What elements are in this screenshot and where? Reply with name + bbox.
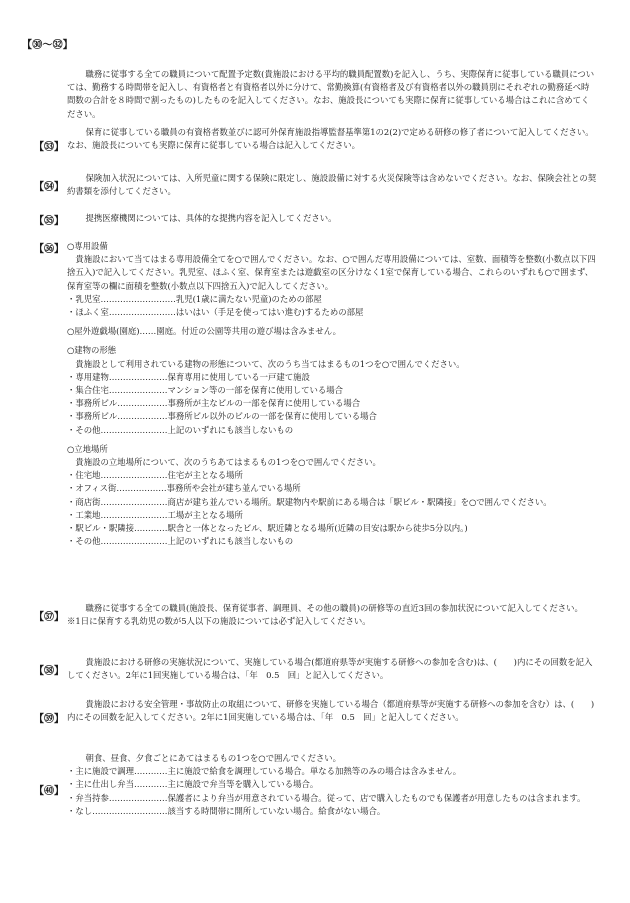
item-value: 工場が主となる場所 bbox=[167, 509, 243, 520]
outdoor-playground-note: ○屋外遊戯場(園庭)……園庭。付近の公園等共用の遊び場は含みません。 bbox=[67, 326, 341, 337]
list-item bbox=[67, 410, 597, 423]
item-key: ・その他…………………… bbox=[67, 424, 168, 435]
section-marker: 【㉞】 bbox=[34, 182, 64, 193]
item-value: 保護者により弁当が用意されている場合。従って、店で購入したものでも保護者が用意したものは含まれます。 bbox=[167, 792, 586, 803]
item-value: 主に施設で給食を調理している場合。単なる加熱等のみの場合は含みません。 bbox=[167, 766, 462, 777]
item-key: ・なし……………………… bbox=[67, 805, 168, 816]
medical-partner-instructions: 提携医療機関については、具体的な提携内容を記入してください。 bbox=[85, 213, 337, 223]
item-key: ・商店街…………………… bbox=[67, 496, 168, 507]
list-item bbox=[67, 469, 597, 482]
list-item bbox=[67, 384, 597, 397]
list-item bbox=[67, 496, 597, 509]
item-value: 保育専用に使用している一戸建て施設 bbox=[167, 371, 310, 382]
section-body bbox=[67, 240, 597, 548]
list-item bbox=[67, 424, 597, 437]
item-value: 上記のいずれにも該当しないもの bbox=[167, 536, 294, 547]
item-key: ・事務所ビル……………… bbox=[67, 398, 168, 409]
training-implementation-instructions: 貴施設における研修の実施状況について、実施している場合(都道府県等が実施する研修への参加を含む)は、( )内にその回数を記入してください。2年に1回実施している場合は、「年 0.5 回」と記入してください。 bbox=[67, 657, 593, 681]
section-body bbox=[67, 656, 597, 682]
training-participation-instructions: 職務に従事する全ての職員(施設長、保育従事者、調理員、その他の職員)の研修等の直近3回の参加状況について記入してください。 bbox=[85, 603, 583, 613]
item-key: ・オフィス街……………… bbox=[67, 483, 167, 494]
section-body bbox=[67, 126, 597, 152]
list-item bbox=[67, 397, 597, 410]
facility-instructions: 貴施設において当てはまる専用設備全てを○で囲んでください。なお、○で囲んだ専用設備については、室数、面積等を整数(小数点以下四捨五入)で記入してください。乳児室、ほふく室、保育室または遊戯室の区分けなく1室で保育している場合、これらのいずれも○で囲まず、保育室等の欄に面積を整数(小数点以下四捨五入)で記入してください。 bbox=[67, 254, 596, 291]
list-item bbox=[67, 765, 597, 778]
list-item bbox=[67, 482, 597, 495]
item-value: 主に施設で弁当等を購入している場合。 bbox=[167, 779, 319, 790]
list-item bbox=[67, 293, 597, 306]
list-item bbox=[67, 792, 597, 805]
section-body bbox=[67, 752, 597, 818]
section-body bbox=[67, 698, 597, 724]
item-value: 事務所や会社が建ち並んでいる場所 bbox=[166, 483, 301, 494]
insurance-instructions: 保険加入状況については、入所児童に関する保険に限定し、施設設備に対する火災保険等は含めないでください。なお、保険会社との契約書類を添付してください。 bbox=[67, 173, 597, 197]
list-item bbox=[67, 509, 597, 522]
section-marker: 【㊱】 bbox=[34, 244, 64, 255]
training-note: ※1日に保育する乳幼児の数が5人以下の施設については必ず記入してください。 bbox=[67, 616, 371, 627]
qualified-staff-instructions: 保育に従事している職員の有資格者数並びに認可外保育施設指導監督基準第1の2(2)で定める研修の修了者について記入してください。なお、施設長についても実際に保育に従事している場合は記入してください。 bbox=[67, 127, 594, 151]
location-heading: ○立地場所 bbox=[67, 443, 108, 454]
item-key: ・弁当持参………………… bbox=[67, 792, 168, 803]
list-item bbox=[67, 535, 597, 548]
item-key: ・乳児室……………………… bbox=[67, 293, 176, 304]
section-body bbox=[67, 172, 597, 198]
section-body bbox=[67, 212, 597, 225]
item-value: 該当する時間帯に開所していない場合。給食がない場合。 bbox=[167, 805, 386, 816]
item-value: 事務所ビル以外のビルの一部を保育に使用している場合 bbox=[167, 411, 377, 422]
item-key: ・その他…………………… bbox=[67, 536, 168, 547]
location-instructions: 貴施設の立地場所について、次のうちあてはまるもの1つを○で囲んでください。 bbox=[75, 457, 381, 468]
building-instructions: 貴施設として利用されている建物の形態について、次のうち当てはまるもの1つを○で囲んでください。 bbox=[75, 358, 465, 369]
item-key: ・ほふく室…………………… bbox=[67, 307, 176, 318]
item-value: 住宅が主となる場所 bbox=[167, 470, 243, 481]
section-body bbox=[67, 602, 597, 628]
facility-heading: ○専用設備 bbox=[67, 241, 108, 251]
item-value: 商店が建ち並んでいる場所。駅建物内や駅前にある場合は「駅ビル・駅隣接」を○で囲んでください。 bbox=[167, 496, 552, 507]
list-item bbox=[67, 306, 597, 319]
section-marker: 【㊴】 bbox=[34, 714, 64, 725]
item-key: ・主に施設で調理………… bbox=[67, 766, 168, 777]
item-value: 事務所が主なビルの一部を保育に使用している場合 bbox=[167, 398, 361, 409]
item-value: 駅舎と一体となったビル、駅近隣となる場所(近隣の目安は駅から徒歩5分以内。) bbox=[167, 523, 468, 534]
meal-instructions: 朝食、昼食、夕食ごとにあてはまるもの1つを○で囲んでください。 bbox=[85, 753, 341, 763]
section-marker: 【㊲】 bbox=[34, 612, 64, 623]
building-heading: ○建物の形態 bbox=[67, 345, 117, 356]
item-value: 上記のいずれにも該当しないもの bbox=[167, 424, 294, 435]
section-marker: 【㊳】 bbox=[34, 666, 64, 677]
safety-management-instructions: 貴施設における安全管理・事故防止の取組について、研修を実施している場合（都道府県等が実施する研修への参加を含む）は、( )内にその回数を記入してください。2年に1回実施している場合は、「年 0.5 回」と記入してください。 bbox=[67, 699, 595, 723]
section-marker: 【㊵】 bbox=[34, 786, 64, 797]
item-key: ・集合住宅………………… bbox=[67, 385, 168, 396]
item-key: ・駅ビル・駅隣接………… bbox=[67, 523, 168, 534]
section-marker: 【㉟】 bbox=[34, 216, 64, 227]
staffing-instructions: 職務に従事する全ての職員について配置予定数(貴施設における平均的職員配置数)を記入し、うち、実際保育に従事している職員については、勤務する時間帯を記入し、有資格者と有資格者以外に分けて、常勤換算(有資格者及び有資格者以外の職員別にそれぞれの勤務延べ時間数の合計を８時間で割ったもの)したものを記入してください。なお、施設長についても実際に保育に従事している場合はこれに含めてください。 bbox=[67, 69, 595, 119]
item-key: ・事務所ビル……………… bbox=[67, 411, 168, 422]
item-value: 乳児(1歳に満たない児童)のための部屋 bbox=[175, 293, 322, 304]
list-item bbox=[67, 522, 597, 535]
item-key: ・主に仕出し弁当………… bbox=[67, 779, 168, 790]
item-key: ・工業地…………………… bbox=[67, 509, 168, 520]
section-marker: 【㉝】 bbox=[34, 142, 64, 153]
item-key: ・専用建物………………… bbox=[67, 371, 168, 382]
item-value: はいはい（手足を使ってはい進む)するための部屋 bbox=[175, 307, 364, 318]
item-value: マンション等の一部を保育に使用している場合 bbox=[167, 385, 343, 396]
list-item bbox=[67, 371, 597, 384]
list-item bbox=[67, 778, 597, 791]
item-key: ・住宅地…………………… bbox=[67, 470, 168, 481]
list-item bbox=[67, 805, 597, 818]
section-body bbox=[67, 68, 597, 121]
section-range-header: 【㉚～㉜】 bbox=[22, 40, 73, 51]
